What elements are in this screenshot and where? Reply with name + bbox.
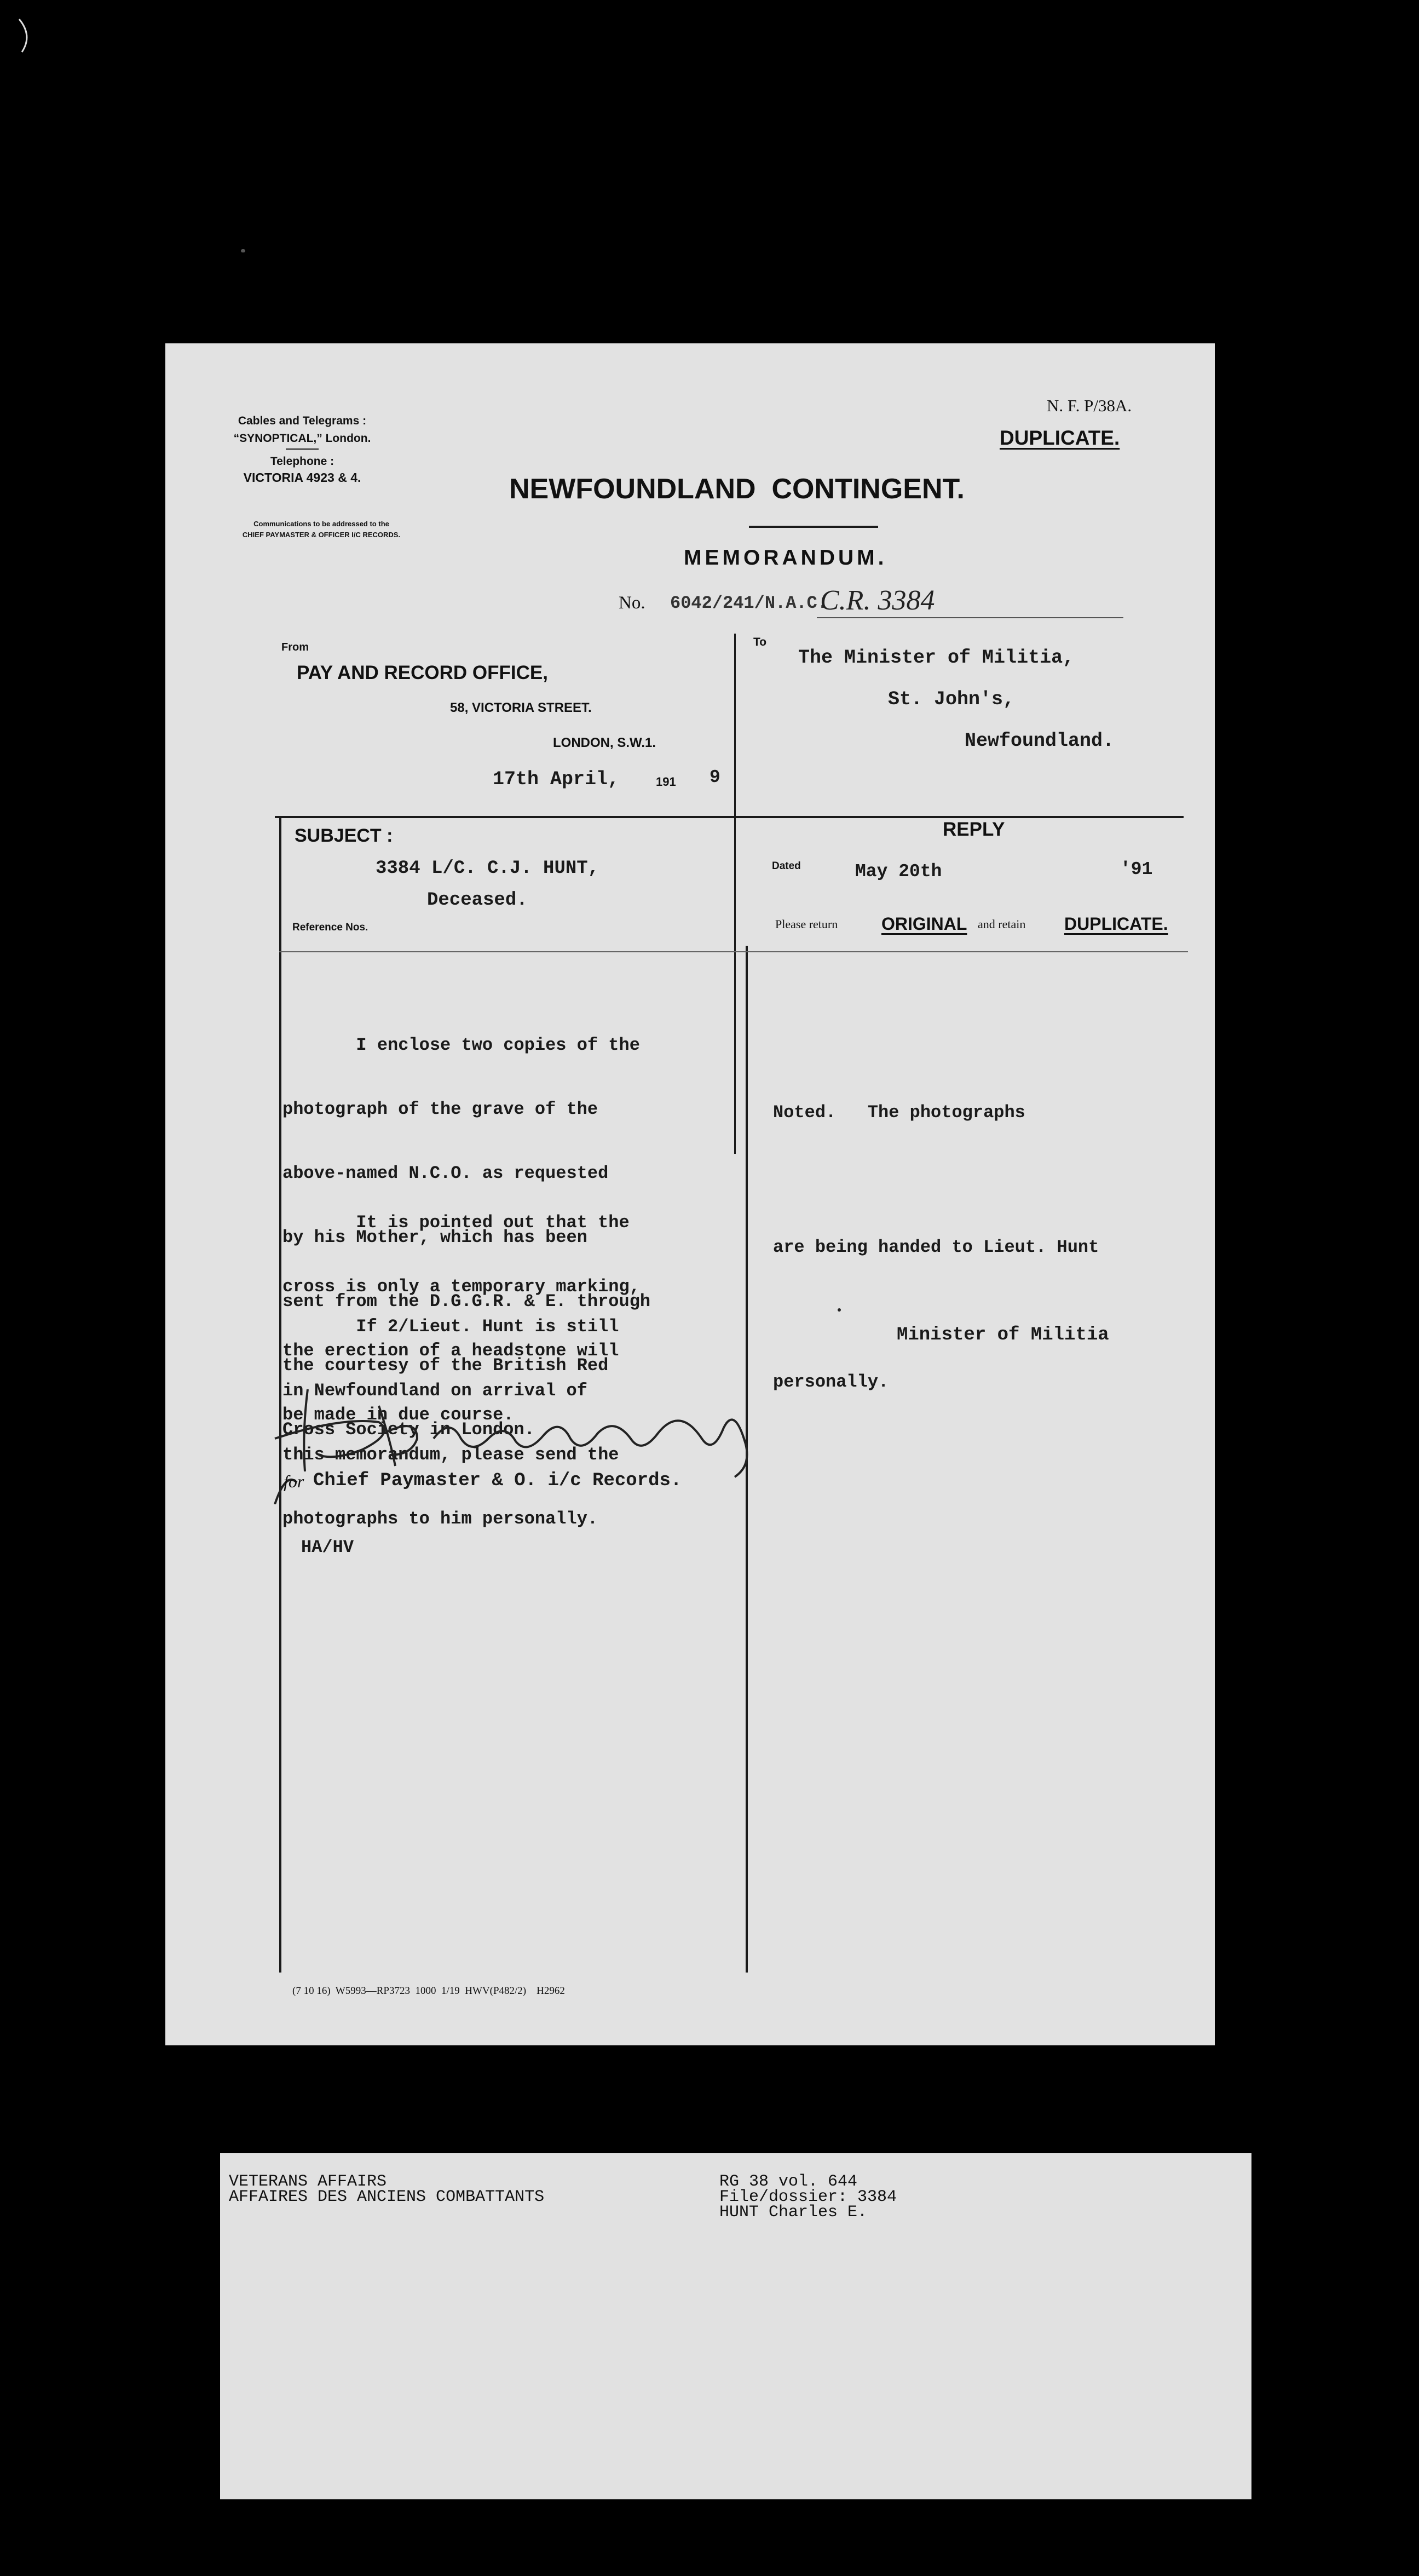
reply-label: REPLY bbox=[943, 819, 1005, 840]
dated-year: '91 bbox=[1120, 859, 1153, 879]
subject-line-1: 3384 L/C. C.J. HUNT, bbox=[376, 858, 599, 879]
reference-label: Reference Nos. bbox=[292, 922, 368, 933]
archive-agency-fr: AFFAIRES DES ANCIENS COMBATTANTS bbox=[229, 2188, 545, 2206]
body-line: in Newfoundland on arrival of bbox=[282, 1381, 587, 1401]
to-line-3: Newfoundland. bbox=[965, 730, 1115, 752]
return-original: ORIGINAL bbox=[881, 914, 967, 934]
initials: HA/HV bbox=[301, 1537, 354, 1557]
vertical-divider-upper bbox=[734, 634, 736, 1154]
from-city: LONDON, S.W.1. bbox=[553, 735, 656, 750]
number-label: No. bbox=[619, 593, 645, 613]
subject-label: SUBJECT : bbox=[295, 825, 393, 846]
body-line: photographs to him personally. bbox=[282, 1509, 598, 1529]
from-street: 58, VICTORIA STREET. bbox=[450, 700, 592, 715]
body-line: I enclose two copies of the bbox=[282, 1035, 640, 1055]
to-line-1: The Minister of Militia, bbox=[798, 647, 1075, 669]
subject-line-2: Deceased. bbox=[427, 890, 528, 911]
reply-line: Noted. The photographs bbox=[773, 1102, 1025, 1123]
body-line: by his Mother, which has been bbox=[282, 1227, 587, 1247]
reply-signature: Minister of Militia bbox=[897, 1325, 1109, 1346]
archive-name: HUNT Charles E. bbox=[719, 2203, 868, 2222]
cables-value: “SYNOPTICAL,” London. bbox=[233, 432, 371, 445]
reply-line: are being handed to Lieut. Hunt bbox=[773, 1237, 1099, 1257]
handwritten-number: C.R. 3384 bbox=[820, 585, 935, 616]
title-rule bbox=[749, 526, 878, 528]
archive-file: File/dossier: 3384 bbox=[719, 2188, 897, 2206]
body-line: this memorandum, please send the bbox=[282, 1445, 619, 1465]
body-line: It is pointed out that the bbox=[282, 1212, 630, 1233]
subtitle: MEMORANDUM. bbox=[684, 546, 887, 570]
return-duplicate: DUPLICATE. bbox=[1064, 914, 1168, 934]
communications-line-2: CHIEF PAYMASTER & OFFICER I/C RECORDS. bbox=[242, 531, 401, 539]
body-line: cross is only a temporary marking, bbox=[282, 1277, 640, 1297]
scan-speck bbox=[241, 249, 245, 252]
body-line: photograph of the grave of the bbox=[282, 1099, 598, 1119]
date-year-digit: 9 bbox=[710, 767, 720, 787]
signature-prefix: for bbox=[284, 1471, 304, 1491]
scan-mark bbox=[16, 16, 38, 55]
communications-line-1: Communications to be addressed to the bbox=[253, 520, 389, 528]
body-line: the erection of a headstone will bbox=[282, 1341, 619, 1361]
body-line: be made in due course. bbox=[282, 1405, 514, 1425]
ink-dot bbox=[838, 1308, 841, 1312]
signature-role: Chief Paymaster & O. i/c Records. bbox=[313, 1470, 682, 1491]
subject-rule bbox=[279, 951, 1188, 952]
to-line-2: St. John's, bbox=[888, 688, 1015, 710]
dated-label: Dated bbox=[772, 860, 801, 872]
body-line: above-named N.C.O. as requested bbox=[282, 1163, 609, 1183]
to-label: To bbox=[753, 636, 767, 648]
body-line: the courtesy of the British Red bbox=[282, 1355, 609, 1376]
archive-agency-en: VETERANS AFFAIRS bbox=[229, 2172, 387, 2191]
telephone-label: Telephone : bbox=[270, 455, 334, 468]
telephone-value: VICTORIA 4923 & 4. bbox=[243, 470, 361, 485]
memorandum-document bbox=[165, 343, 1215, 2045]
form-code: N. F. P/38A. bbox=[1047, 396, 1132, 415]
archive-label bbox=[220, 2153, 1251, 2499]
printer-line: (7 10 16) W5993—RP3723 1000 1/19 HWV(P482/2) H2962 bbox=[292, 1985, 565, 1997]
archive-volume: RG 38 vol. 644 bbox=[719, 2172, 858, 2191]
dated-value: May 20th bbox=[855, 861, 942, 882]
reply-line: personally. bbox=[773, 1372, 889, 1392]
from-label: From bbox=[281, 641, 309, 653]
return-text-2: and retain bbox=[978, 917, 1026, 931]
date-typed: 17th April, bbox=[493, 768, 620, 790]
from-office: PAY AND RECORD OFFICE, bbox=[297, 662, 548, 683]
return-text-1: Please return bbox=[775, 917, 838, 931]
cables-label: Cables and Telegrams : bbox=[238, 415, 367, 427]
copy-type: DUPLICATE. bbox=[1000, 427, 1120, 449]
body-line: If 2/Lieut. Hunt is still bbox=[282, 1316, 619, 1337]
date-year-prefix: 191 bbox=[656, 775, 676, 789]
number-underline bbox=[817, 617, 1123, 618]
number-value: 6042/241/N.A.C. bbox=[670, 593, 828, 613]
page-title: NEWFOUNDLAND CONTINGENT. bbox=[509, 473, 965, 505]
header-rule bbox=[275, 816, 1184, 818]
body-line: Cross Society in London. bbox=[282, 1419, 535, 1440]
body-line: sent from the D.G.G.R. & E. through bbox=[282, 1291, 651, 1312]
divider bbox=[286, 449, 319, 450]
